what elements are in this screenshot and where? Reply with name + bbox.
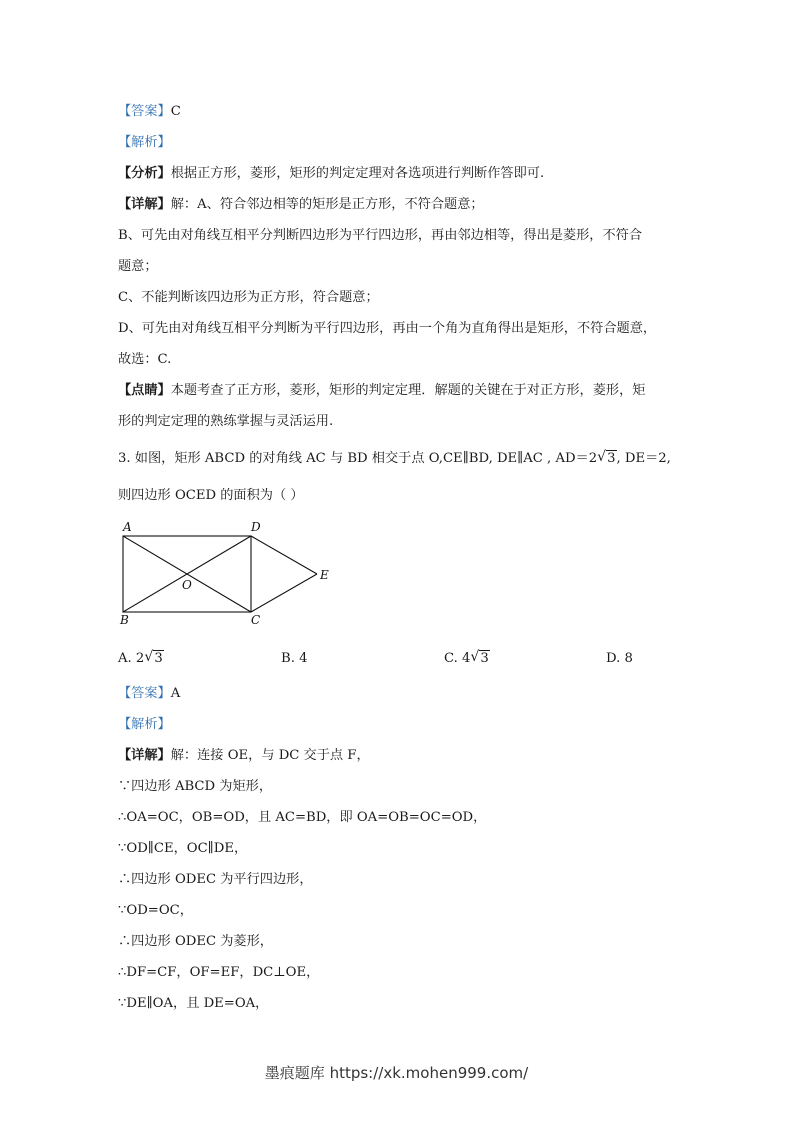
question-3-line-1	[118, 450, 671, 468]
analysis-tag-1: 【解析】	[118, 135, 171, 150]
fenxi-line	[118, 165, 544, 183]
line-b-2: 题意；	[118, 259, 158, 274]
label-o: O	[182, 578, 192, 592]
option-c-text: C. 4	[444, 651, 471, 666]
option-a-radicand: 3	[154, 651, 163, 666]
option-a-text: A. 2	[118, 651, 145, 666]
dianjing-tag: 【点睛】	[118, 383, 171, 398]
detail-tag-1: 【详解】	[118, 197, 171, 212]
step-4: ∴四边形 ODEC 为平行四边形，	[118, 872, 313, 887]
q3-text-pre: 3. 如图，矩形 ABCD 的对角线 AC 与 BD 相交于点 O,CE∥BD, DE∥AC , AD＝2	[118, 451, 598, 466]
option-c-radicand: 3	[480, 651, 489, 666]
label-a: A	[123, 520, 132, 534]
radicand: 3	[607, 451, 616, 466]
answer-line-2	[118, 685, 180, 703]
step-6: ∴四边形 ODEC 为菱形，	[118, 934, 273, 949]
answer-tag: 【答案】	[118, 104, 171, 119]
step-2: ∴OA=OC，OB=OD，且 AC=BD，即 OA=OB=OC=OD，	[118, 810, 487, 825]
label-d: D	[251, 520, 261, 534]
detail-text-1: 解：A、符合邻边相等的矩形是正方形，不符合题意；	[170, 197, 484, 212]
detail-text-2: 解：连接 OE，与 DC 交于点 F，	[170, 748, 370, 763]
rectangle-figure	[110, 515, 340, 630]
step-7: ∴DF=CF，OF=EF，DC⊥OE，	[118, 965, 320, 980]
line-d: D、可先由对角线互相平分判断为平行四边形，再由一个角为直角得出是矩形，不符合题意，	[118, 321, 657, 336]
option-a-radical: √	[144, 649, 154, 665]
label-e: E	[320, 568, 329, 582]
step-8: ∵DE∥OA，且 DE=OA，	[118, 996, 269, 1011]
segment-de	[251, 536, 317, 574]
step-3: ∵OD∥CE，OC∥DE，	[118, 841, 248, 856]
line-c: C、不能判断该四边形为正方形，符合题意；	[118, 290, 379, 305]
label-b: B	[120, 613, 129, 627]
analysis-tag-2: 【解析】	[118, 717, 171, 732]
dianjing-text: 本题考查了正方形，菱形，矩形的判定定理．解题的关键在于对正方形，菱形，矩	[170, 383, 646, 398]
dianjing-line	[118, 382, 646, 400]
option-a	[118, 650, 164, 668]
answer-value-2: A	[170, 686, 181, 701]
option-c-sqrt	[470, 650, 489, 668]
dianjing-line-2: 形的判定定理的熟练掌握与灵活运用.	[118, 414, 334, 429]
sqrt-3	[597, 450, 616, 468]
answer-line-1	[118, 103, 181, 121]
detail-tag-2: 【详解】	[118, 748, 171, 763]
option-a-sqrt	[144, 650, 163, 668]
step-1: ∵四边形 ABCD 为矩形，	[118, 779, 273, 794]
answer-tag-2: 【答案】	[118, 686, 171, 701]
line-b-1: B、可先由对角线互相平分判断四边形为平行四边形，再由邻边相等，得出是菱形，不符合	[118, 228, 642, 243]
option-c	[444, 650, 490, 668]
footer-watermark: 墨痕题库 https://xk.mohen999.com/	[264, 1064, 529, 1082]
option-b: B. 4	[281, 651, 308, 666]
segment-ce	[251, 574, 317, 612]
detail-line-2	[118, 747, 370, 765]
fenxi-text: 根据正方形，菱形，矩形的判定定理对各选项进行判断作答即可.	[170, 166, 545, 181]
option-d: D. 8	[606, 651, 633, 666]
line-choose: 故选：C.	[118, 352, 172, 367]
label-c: C	[251, 613, 261, 627]
step-5: ∵OD=OC，	[118, 903, 193, 918]
radical-sign: √	[597, 449, 607, 465]
detail-line-1	[118, 196, 484, 214]
fenxi-tag: 【分析】	[118, 166, 171, 181]
option-c-radical: √	[470, 649, 480, 665]
question-3-line-2: 则四边形 OCED 的面积为（ ）	[118, 488, 304, 503]
answer-value: C	[170, 104, 181, 119]
q3-text-post: , DE＝2,	[616, 451, 671, 466]
